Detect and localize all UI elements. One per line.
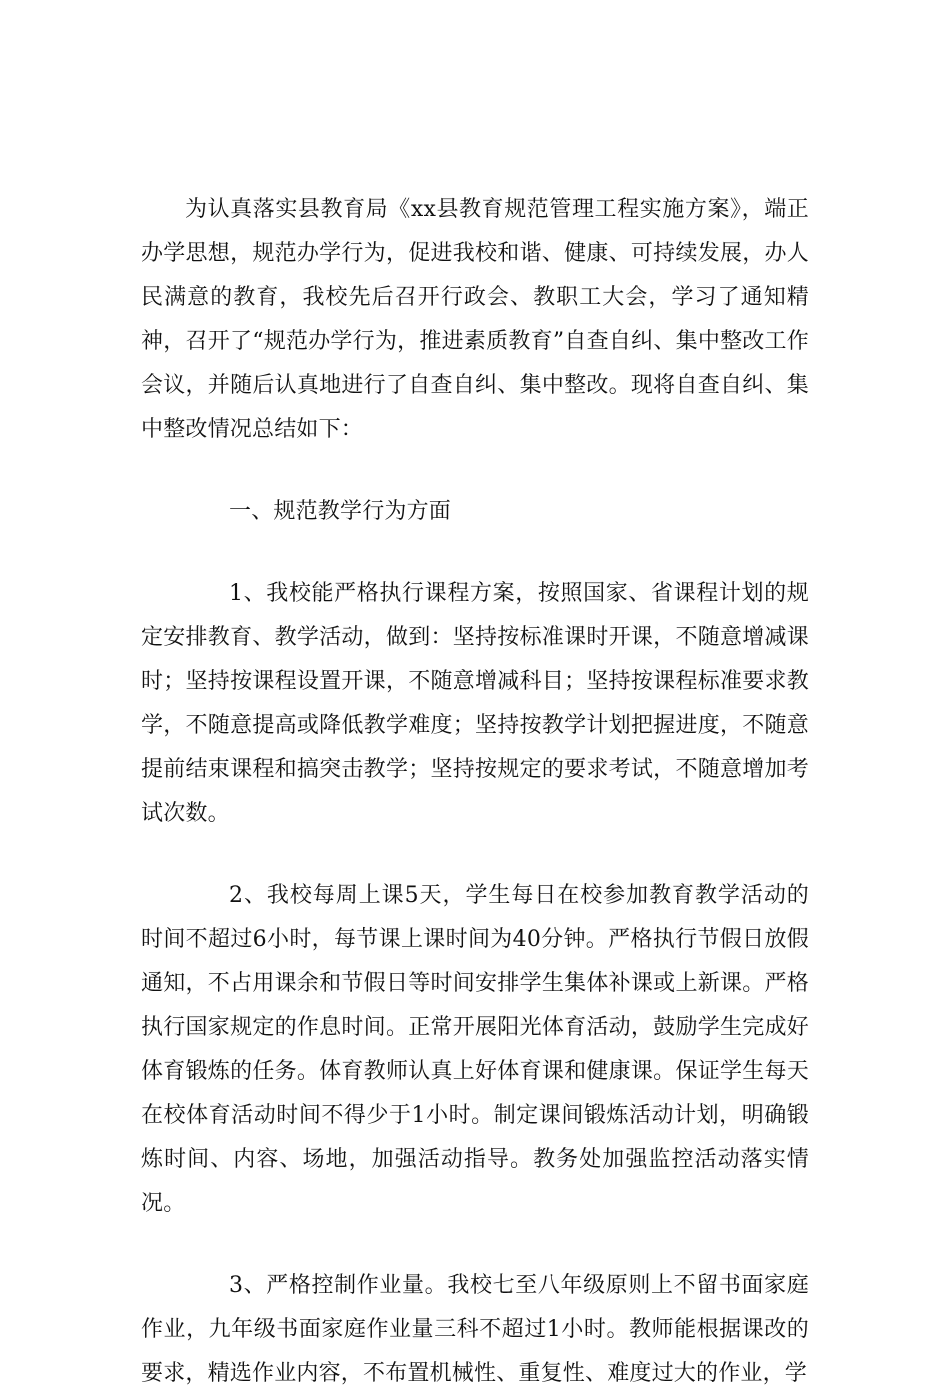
list-item: 3、严格控制作业量。我校七至八年级原则上不留书面家庭作业，九年级书面家庭作业量三科不超过1小时。教师能根据课改的要求，精选作业内容，不布置机械性、重复性、难度过大的作业，学	[141, 1273, 809, 1386]
list-item: 2、我校每周上课5天，学生每日在校参加教育教学活动的时间不超过6小时，每节课上课时间为40分钟。严格执行节假日放假通知，不占用课余和节假日等时间安排学生集体补课或上新课。严格执行国家规定的作息时间。正常开展阳光体育活动，鼓励学生完成好体育锻炼的任务。体育教师认真上好体育课和健康课。保证学生每天在校体育活动时间不得少于1小时。制定课间锻炼活动计划，明确锻炼时间、内容、场地，加强活动指导。教务处加强监控活动落实情况。	[141, 883, 809, 1216]
intro-paragraph: 为认真落实县教育局《xx县教育规范管理工程实施方案》，端正办学思想，规范办学行为，促进我校和谐、健康、可持续发展，办人民满意的教育，我校先后召开行政会、教职工大会，学习了通知精神，召开了“规范办学行为，推进素质教育”自查自纠、集中整改工作会议，并随后认真地进行了自查自纠、集中整改。现将自查自纠、集中整改情况总结如下：	[141, 197, 809, 442]
document-body	[141, 188, 809, 1396]
list-item: 1、我校能严格执行课程方案，按照国家、省课程计划的规定安排教育、教学活动，做到：坚持按标准课时开课，不随意增减课时；坚持按课程设置开课，不随意增减科目；坚持按课程标准要求教学，不随意提高或降低教学难度；坚持按教学计划把握进度，不随意提前结束课程和搞突击教学；坚持按规定的要求考试，不随意增加考试次数。	[141, 581, 809, 826]
section-heading: 一、规范教学行为方面	[229, 499, 452, 524]
